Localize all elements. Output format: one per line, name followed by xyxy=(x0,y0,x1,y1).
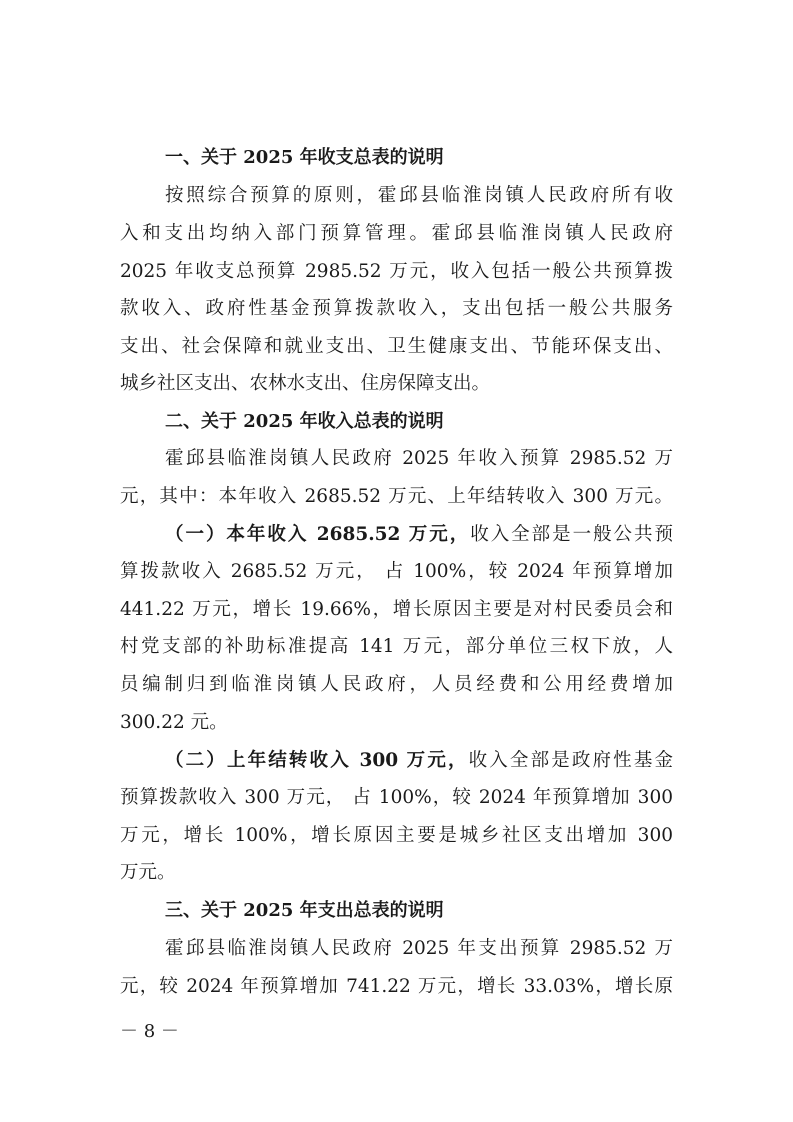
section-2-para-2-line-4: 万元。 xyxy=(120,862,176,883)
section-2-para-1-line-2: 算拨款收入 2685.52 万元， 占 100%，较 2024 年预算增加 xyxy=(120,561,673,582)
section-2-para-1-first-line xyxy=(165,523,673,547)
section-2-para-2-lead-rest: 收入全部是政府性基金 xyxy=(468,750,673,771)
section-2-para-1-lead-rest: 收入全部是一般公共预 xyxy=(470,524,673,545)
section-1-line-1: 按照综合预算的原则，霍邱县临淮岗镇人民政府所有收 xyxy=(165,185,673,206)
section-1-line-4: 款收入、政府性基金预算拨款收入，支出包括一般公共服务 xyxy=(120,298,673,319)
section-2-para-1-bold-lead: （一）本年收入 2685.52 万元， xyxy=(165,524,471,545)
section-1-line-2: 入和支出均纳入部门预算管理。霍邱县临淮岗镇人民政府 xyxy=(120,223,673,244)
section-1-line-6: 城乡社区支出、农林水支出、住房保障支出。 xyxy=(120,373,491,394)
section-3-line-2: 元，较 2024 年预算增加 741.22 万元，增长 33.03%，增长原 xyxy=(120,976,673,997)
section-2-para-1-line-6: 300.22 元。 xyxy=(120,712,228,733)
page-number: － 8 － xyxy=(120,1021,179,1042)
section-2-line-1: 霍邱县临淮岗镇人民政府 2025 年收入预算 2985.52 万 xyxy=(165,448,673,469)
section-2-heading: 二、关于 2025 年收入总表的说明 xyxy=(165,411,444,432)
section-3-line-1: 霍邱县临淮岗镇人民政府 2025 年支出预算 2985.52 万 xyxy=(165,938,673,959)
section-2-para-1-line-3: 441.22 万元，增长 19.66%，增长原因主要是对村民委员会和 xyxy=(120,599,673,620)
section-1-heading: 一、关于 2025 年收支总表的说明 xyxy=(165,147,444,168)
section-2-para-2-line-2: 预算拨款收入 300 万元， 占 100%，较 2024 年预算增加 300 xyxy=(120,787,673,808)
section-2-para-1-line-4: 村党支部的补助标准提高 141 万元，部分单位三权下放，人 xyxy=(120,636,673,657)
section-2-para-1-line-5: 员编制归到临淮岗镇人民政府，人员经费和公用经费增加 xyxy=(120,674,673,695)
section-1-line-3: 2025 年收支总预算 2985.52 万元，收入包括一般公共预算拨 xyxy=(120,261,673,282)
section-1-line-5: 支出、社会保障和就业支出、卫生健康支出、节能环保支出、 xyxy=(120,336,673,357)
section-2-para-2-first-line xyxy=(165,749,673,773)
section-2-para-2-bold-lead: （二）上年结转收入 300 万元， xyxy=(165,750,469,771)
section-3-heading: 三、关于 2025 年支出总表的说明 xyxy=(165,900,444,921)
section-2-line-2: 元，其中：本年收入 2685.52 万元、上年结转收入 300 万元。 xyxy=(120,486,673,507)
section-2-para-2-line-3: 万元，增长 100%，增长原因主要是城乡社区支出增加 300 xyxy=(120,825,673,846)
